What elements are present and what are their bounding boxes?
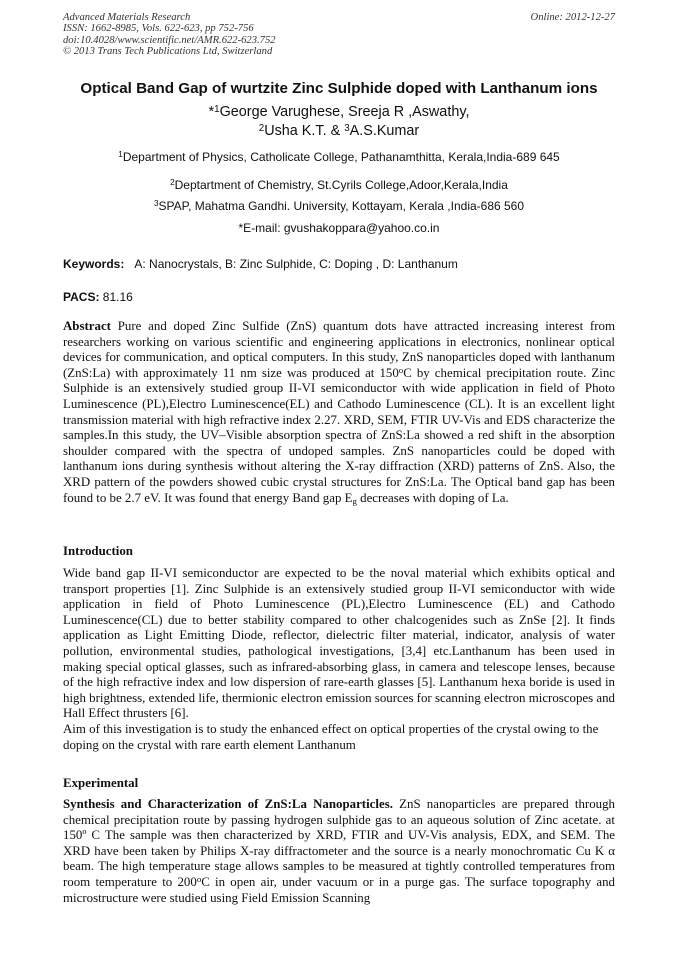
pacs-text: 81.16: [102, 290, 133, 304]
author-line-1: [0, 103, 678, 122]
affil-marker: 2: [170, 178, 175, 188]
pacs: [63, 290, 133, 304]
issn-line: ISSN: 1662-8985, Vols. 622-623, pp 752-756: [63, 23, 254, 35]
abstract-text: Pure and doped Zinc Sulfide (ZnS) quantum dots have attracted increasing interest from researchers working on various scientific and engineering applications in electronics, nonlinear optical devices for communication, and optical computers. In this study, ZnS nanoparticles doped with lanthanum (ZnS:La) with approximately 11 nm size was produced at 150: [63, 319, 615, 380]
abstract-text: C by chemical precipitation route. Zinc Sulphide is an extensively studied group II-VI semiconductor with wide application in field of Photo Luminescence (PL),Electro Luminescence(EL) and Cathodo Luminescence (CL). It is an excellent light transmission material with high refractive index 2.27. XRD, SEM, FTIR UV-Vis and EDS characterize the samples.In this study, the UV–Visible absorption spectra of ZnS:La showed a red shift in the absorption shoulder compared with the spectra of undoped samples. ZnS nanoparticles could be doped with lanthanum ions during synthesis without altering the X-ray diffraction (XRD) patterns of ZnS. Also, the XRD pattern of the powders showed cubic crystal structures for ZnS:La. The Optical band gap has been found to be 2.7 eV. It was found that energy Band gap E: [63, 365, 616, 505]
degree-sup: o: [196, 874, 202, 885]
affil-marker: 3: [153, 199, 159, 209]
keywords-label: Keywords:: [63, 257, 125, 271]
experimental-text: ZnS nanoparticles are prepared through chemical precipitation route by passing hydrogen sulphide gas to an aqueous solution of Zinc acetate. at 150º C The sample was then characterized by XRD, FTIR and UV-Vis analysis, EDX, and SEM. The XRD have been taken by Philips X-ray diffractometer and the source is a nearly monochromatic Cu K α beam. The high temperature stage allows samples to be measured at tightly controlled temperatures from room temperature to 200: [63, 797, 615, 889]
subscript: g: [352, 496, 357, 507]
affil-marker: 1: [214, 103, 220, 115]
author-line-2: [0, 122, 678, 141]
introduction-paragraph: Wide band gap II-VI semiconductor are expected to be the noval material which exhibits optical and transport properties [1]. Zinc Sulphide is an extensively studied group II-VI semiconductor with wide application in field of Photo Luminescence (PL),Electro Luminescence (EL) and Cathodo Luminescence(CL) due to better stability compared to other chalcogenides such as ZnSe [2]. It finds application as Light Emitting Diode, reflector, dielectric filter material, indicator, analysis of water pollution, environmental studies, pathological investigations, [3,4] etc.Lanthanum has been used in making special optical glasses, such as infrared-absorbing glass, in camera and telescope lenses, because of the high refractive index and low dispersion of rare-earth glasses [5]. Lanthanum hexa boride is used in high brightness, extended life, thermionic electron emission sources for scanning electron microscopes and Hall Effect thrusters [6].: [63, 566, 615, 721]
abstract: [63, 319, 615, 506]
abstract-paragraph: [63, 319, 615, 506]
online-date: Online: 2012-12-27: [530, 12, 615, 23]
affiliation-text: Department of Physics, Catholicate College, Pathanamthitta, Kerala,India-689 645: [122, 150, 560, 164]
degree-sup: o: [398, 364, 404, 375]
experimental-heading: Experimental: [63, 776, 139, 790]
experimental-text: C in open air, under vacuum or in a purge gas. The surface topography and microstructure were studied using Field Emission Scanning: [63, 874, 615, 905]
introduction-heading: Introduction: [63, 544, 133, 558]
affiliation-2: [0, 178, 678, 192]
affiliation-1: [0, 150, 678, 164]
pacs-label: PACS:: [63, 290, 100, 304]
abstract-label: Abstract: [63, 319, 111, 333]
author-list: [0, 103, 678, 141]
author-email: *E-mail: gvushakoppara@yahoo.co.in: [238, 221, 440, 235]
affil-marker: 1: [118, 150, 123, 160]
author-names: George Varughese, Sreeja R ,Aswathy,: [219, 104, 470, 120]
author-names: Usha K.T. &: [264, 123, 345, 139]
paper-title: Optical Band Gap of wurtzite Zinc Sulphide doped with Lanthanum ions: [80, 80, 598, 97]
copyright-line: © 2013 Trans Tech Publications Ltd, Switzerland: [63, 46, 273, 58]
experimental-section: [63, 797, 615, 906]
introduction-section: [63, 566, 615, 753]
doi-line: doi:10.4028/www.scientific.net/AMR.622-623.752: [63, 34, 276, 46]
affiliation-3: [0, 199, 678, 213]
experimental-subheading: Synthesis and Characterization of ZnS:La Nanoparticles.: [63, 797, 393, 811]
keywords: [63, 257, 458, 271]
affiliation-text: SPAP, Mahatma Gandhi. University, Kottayam, Kerala ,India-686 560: [158, 199, 525, 213]
journal-info: [63, 12, 276, 58]
affiliation-text: Deptartment of Chemistry, St.Cyrils College,Adoor,Kerala,India: [174, 178, 508, 192]
keywords-text: A: Nanocrystals, B: Zinc Sulphide, C: Doping , D: Lanthanum: [134, 257, 458, 271]
journal-name: Advanced Materials Research: [63, 12, 191, 23]
introduction-aim: Aim of this investigation is to study the enhanced effect on optical properties of the crystal owing to the doping on the crystal with rare earth element Lanthanum: [63, 721, 599, 752]
affil-marker: 3: [344, 122, 350, 134]
experimental-paragraph: [63, 797, 615, 906]
affil-marker: 2: [258, 122, 265, 134]
author-names: A.S.Kumar: [349, 123, 420, 139]
abstract-text: decreases with doping of La.: [356, 490, 509, 505]
corresponding-mark: *: [208, 104, 215, 120]
